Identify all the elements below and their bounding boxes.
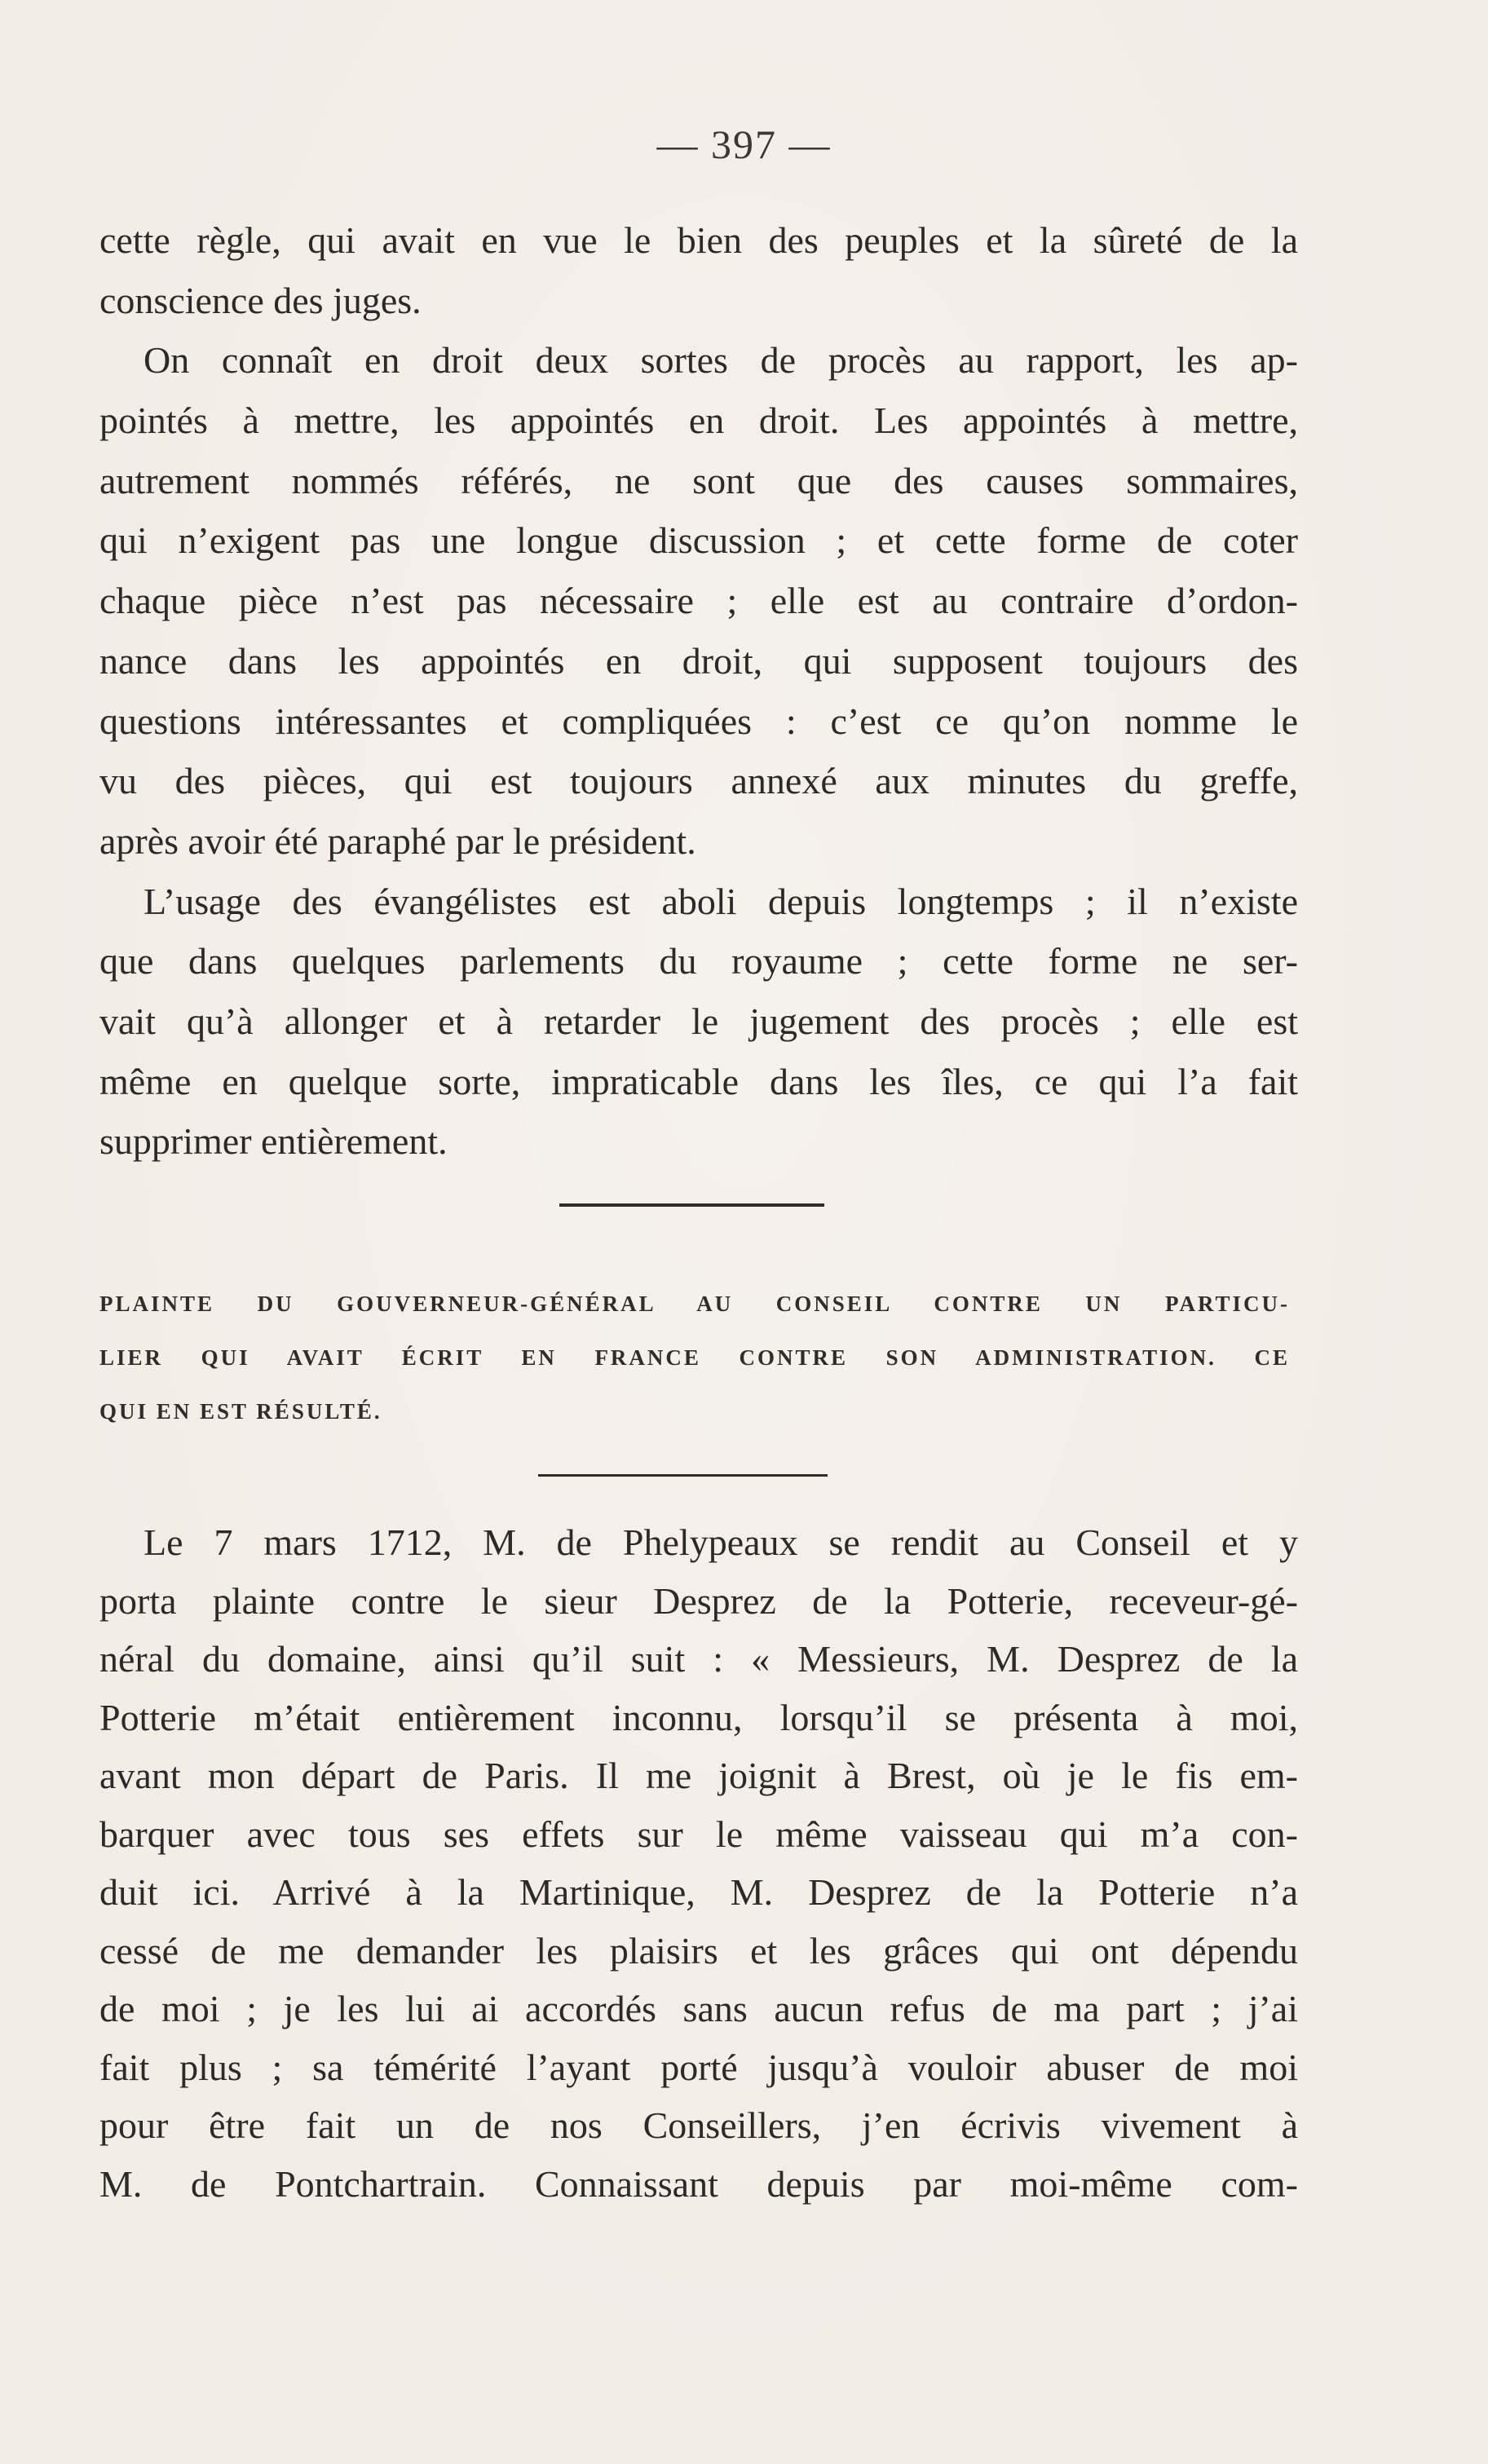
- text-line: pour être fait un de nos Conseillers, j’en écrivis vivement à: [99, 2104, 1298, 2146]
- text-line: autrement nommés référés, ne sont que des causes sommaires,: [99, 459, 1298, 501]
- text-line: qui n’exigent pas une longue discussion ; et cette forme de coter: [99, 519, 1298, 562]
- heading-line: QUI EN EST RÉSULTÉ.: [99, 1399, 382, 1424]
- text-line: On connaît en droit deux sortes de procès au rapport, les ap-: [144, 339, 1298, 382]
- text-line: vu des pièces, qui est toujours annexé aux minutes du greffe,: [99, 760, 1298, 802]
- text-line: après avoir été paraphé par le président.: [99, 819, 696, 862]
- heading-line: LIER QUI AVAIT ÉCRIT EN FRANCE CONTRE SON ADMINISTRATION. CE: [99, 1345, 1290, 1370]
- text-line: néral du domaine, ainsi qu’il suit : « Messieurs, M. Desprez de la: [99, 1638, 1298, 1680]
- heading-line: PLAINTE DU GOUVERNEUR-GÉNÉRAL AU CONSEIL CONTRE UN PARTICU-: [99, 1292, 1290, 1316]
- text-line: de moi ; je les lui ai accordés sans aucun refus de ma part ; j’ai: [99, 1988, 1298, 2029]
- text-line: porta plainte contre le sieur Desprez de la Potterie, receveur-gé-: [99, 1579, 1298, 1622]
- text-line: vait qu’à allonger et à retarder le jugement des procès ; elle est: [99, 1000, 1298, 1042]
- text-line: duit ici. Arrivé à la Martinique, M. Desprez de la Potterie n’a: [99, 1871, 1298, 1913]
- text-line: cette règle, qui avait en vue le bien des peuples et la sûreté de la: [99, 219, 1298, 261]
- text-line: M. de Pontchartrain. Connaissant depuis par moi-même com-: [99, 2162, 1298, 2205]
- text-line: Le 7 mars 1712, M. de Phelypeaux se rendit au Conseil et y: [144, 1521, 1298, 1563]
- text-line: cessé de me demander les plaisirs et les grâces qui ont dépendu: [99, 1929, 1298, 1972]
- page-number: — 397 —: [656, 121, 832, 167]
- text-line: questions intéressantes et compliquées : c’est ce qu’on nomme le: [99, 700, 1298, 742]
- text-line: pointés à mettre, les appointés en droit. Les appointés à mettre,: [99, 400, 1298, 442]
- text-line: que dans quelques parlements du royaume ; cette forme ne ser-: [99, 940, 1298, 983]
- text-line: supprimer entièrement.: [99, 1120, 448, 1163]
- text-line: chaque pièce n’est pas nécessaire ; elle est au contraire d’ordon-: [99, 580, 1298, 622]
- text-line: nance dans les appointés en droit, qui supposent toujours des: [99, 639, 1298, 682]
- text-line: Potterie m’était entièrement inconnu, lorsqu’il se présenta à moi,: [99, 1696, 1298, 1738]
- section-heading: [99, 1277, 1290, 1438]
- text-line: L’usage des évangélistes est aboli depuis longtemps ; il n’existe: [144, 880, 1298, 922]
- text-block-after-heading: [99, 1513, 1298, 2213]
- section-divider-bottom: [538, 1474, 828, 1477]
- section-divider-top: [559, 1203, 824, 1207]
- text-line: fait plus ; sa témérité l’ayant porté jusqu’à vouloir abuser de moi: [99, 2046, 1298, 2088]
- text-line: conscience des juges.: [99, 279, 422, 321]
- text-line: même en quelque sorte, impraticable dans les îles, ce qui l’a fait: [99, 1060, 1298, 1102]
- text-block-before-heading: [99, 210, 1298, 1172]
- text-line: avant mon départ de Paris. Il me joignit à Brest, où je le fis em-: [99, 1755, 1298, 1796]
- text-line: barquer avec tous ses effets sur le même vaisseau qui m’a con-: [99, 1813, 1298, 1855]
